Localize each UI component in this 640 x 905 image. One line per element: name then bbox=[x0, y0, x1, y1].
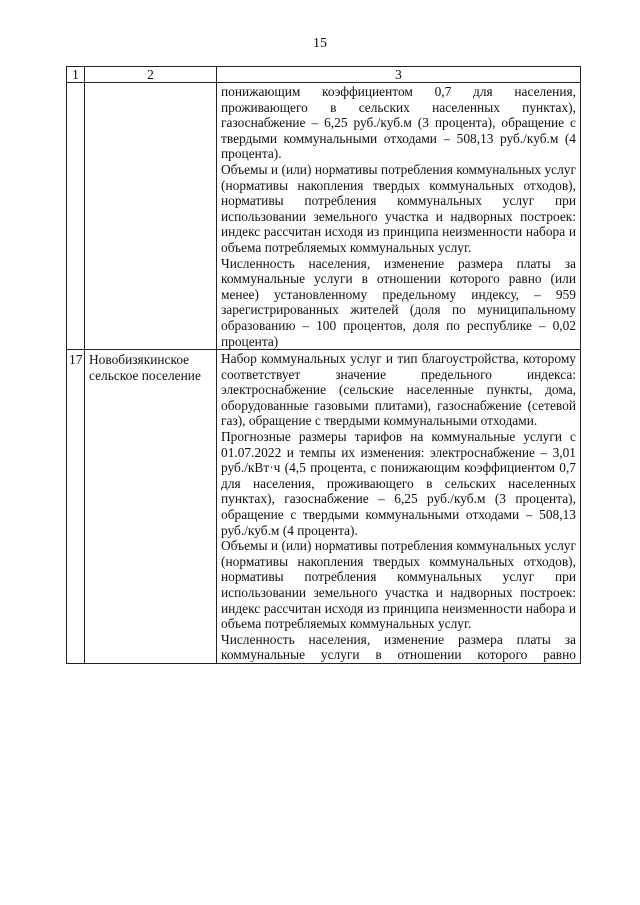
page-number: 15 bbox=[313, 36, 327, 51]
row-17-paragraph-3: Объемы и (или) нормативы потребления коммунальных услуг (нормативы накопления твердых коммунальных отходов), нормативы потребления коммунальных услуг при использовании земельного участка и надворных построек: индекс рассчитан исходя из принципа неизменности набора и объема потребляемых коммунальных услуг. bbox=[221, 538, 576, 632]
row-17-paragraph-4: Численность населения, изменение размера платы за коммунальные услуги в отношении которого равно bbox=[221, 631, 576, 663]
header-col-3: 3 bbox=[217, 67, 581, 83]
row-17-paragraph-2: Прогнозные размеры тарифов на коммунальные услуги с 01.07.2022 и темпы их изменения: электроснабжение – 3,01 руб./кВт·ч (4,5 процента, с понижающим коэффициентом 0,7 для населения, проживающего в сельских населенных пунктах), газоснабжение – 6,25 руб./куб.м (3 процента), обращение с твердыми коммунальными отходами – 508,13 руб./куб.м (4 процента). bbox=[221, 429, 576, 538]
continued-paragraph-3: Численность населения, изменение размера платы за коммунальные услуги в отношении которого равно (или менее) установленному предельному индексу, – 959 зарегистрированных жителей (доля по муниципальному образованию – 100 процентов, доля по республике – 0,02 процента) bbox=[221, 255, 576, 349]
header-col-1: 1 bbox=[67, 67, 85, 83]
tariff-table bbox=[66, 66, 580, 664]
row-17-paragraph-1: Набор коммунальных услуг и тип благоустройства, которому соответствует значение предельного индекса: электроснабжение (сельские населенные пункты, дома, оборудованные газовыми плитами), газоснабжение (сетевой газ), обращение с твердыми коммунальными отходами. bbox=[221, 351, 576, 429]
continued-number-cell bbox=[67, 83, 85, 350]
row-17-name: Новобизякинское сельское поселение bbox=[85, 350, 217, 664]
continued-name-cell bbox=[85, 83, 217, 350]
tariff-table-grid bbox=[66, 66, 581, 664]
row-17-text-cell bbox=[217, 350, 581, 664]
table-header-row bbox=[67, 67, 581, 83]
row-17-number: 17 bbox=[67, 350, 85, 664]
continued-text-cell bbox=[217, 83, 581, 350]
table-row-17 bbox=[67, 350, 581, 664]
continued-paragraph-1: понижающим коэффициентом 0,7 для населения, проживающего в сельских населенных пунктах), газоснабжение – 6,25 руб./куб.м (3 процента), обращение с твердыми коммунальными отходами – 508,13 руб./куб.м (4 процента). bbox=[221, 84, 576, 162]
table-row-continued bbox=[67, 83, 581, 350]
continued-paragraph-2: Объемы и (или) нормативы потребления коммунальных услуг (нормативы накопления твердых коммунальных отходов), нормативы потребления коммунальных услуг при использовании земельного участка и надворных построек: индекс рассчитан исходя из принципа неизменности набора и объема потребляемых коммунальных услуг. bbox=[221, 161, 576, 255]
header-col-2: 2 bbox=[85, 67, 217, 83]
